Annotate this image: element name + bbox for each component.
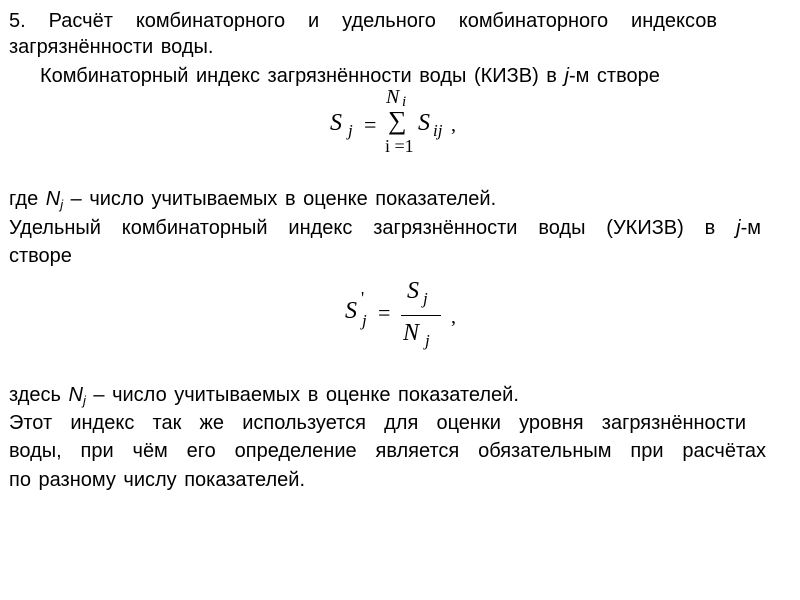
usage-line-2: воды, при чём его определение является обязательным при расчётах bbox=[9, 440, 766, 462]
heading-line-1: 5. Расчёт комбинаторного и удельного комбинаторного индексов bbox=[9, 10, 717, 32]
formula1-upper-sub: i bbox=[402, 94, 407, 110]
formula2-numerator-sub: j bbox=[423, 289, 428, 308]
formula2-numerator: S bbox=[407, 278, 419, 304]
kizv-intro-text: Комбинаторный индекс загрязнённости воды (КИЗВ) в bbox=[40, 65, 565, 87]
ukizv-intro-j: j bbox=[736, 217, 741, 239]
formula1-term: S bbox=[418, 110, 430, 136]
formula2-denominator-sub: j bbox=[425, 331, 430, 350]
kizv-def-suffix: – число учитываемых в оценке показателей. bbox=[63, 188, 497, 210]
formula1-comma: , bbox=[451, 114, 456, 136]
kizv-definition bbox=[9, 186, 496, 212]
ukizv-def-suffix: – число учитываемых в оценке показателей. bbox=[85, 384, 519, 406]
heading-line-2: загрязнённости воды. bbox=[9, 36, 214, 58]
usage-line-1: Этот индекс так же используется для оценки уровня загрязнённости bbox=[9, 412, 746, 434]
formula1-lhs-sub: j bbox=[348, 121, 353, 140]
kizv-def-sub: j bbox=[60, 197, 64, 212]
formula1-upper-limit: N bbox=[386, 86, 400, 108]
ukizv-formula bbox=[345, 278, 475, 358]
ukizv-intro-tail: -м bbox=[740, 217, 761, 239]
kizv-def-N: N bbox=[45, 188, 61, 210]
formula2-lhs-sub: j bbox=[362, 311, 367, 330]
formula2-equals: = bbox=[378, 300, 391, 325]
fraction-bar bbox=[401, 315, 441, 316]
kizv-intro-tail: -м створе bbox=[568, 65, 660, 87]
kizv-intro-j: j bbox=[564, 65, 569, 87]
formula1-equals: = bbox=[364, 112, 377, 137]
kizv-formula bbox=[330, 86, 470, 166]
sum-icon: ∑ bbox=[388, 106, 407, 135]
formula2-lhs: S bbox=[345, 298, 357, 324]
ukizv-def-sub: j bbox=[82, 393, 86, 408]
ukizv-intro-line-1 bbox=[9, 215, 761, 241]
kizv-def-prefix: где bbox=[9, 188, 46, 210]
usage-line-3: по разному числу показателей. bbox=[9, 469, 306, 491]
formula2-comma: , bbox=[451, 306, 456, 328]
formula1-term-sub: ij bbox=[433, 121, 443, 140]
formula2-prime: ' bbox=[361, 288, 365, 308]
formula2-denominator: N bbox=[403, 320, 420, 346]
ukizv-definition bbox=[9, 382, 519, 408]
ukizv-def-N: N bbox=[68, 384, 83, 406]
formula1-lhs: S bbox=[330, 110, 342, 136]
ukizv-intro-text: Удельный комбинаторный индекс загрязнённости воды (УКИЗВ) в bbox=[9, 217, 737, 239]
ukizv-def-prefix: здесь bbox=[9, 384, 69, 406]
ukizv-intro-line-2: створе bbox=[9, 245, 72, 267]
formula1-lower-limit: i =1 bbox=[385, 136, 414, 156]
